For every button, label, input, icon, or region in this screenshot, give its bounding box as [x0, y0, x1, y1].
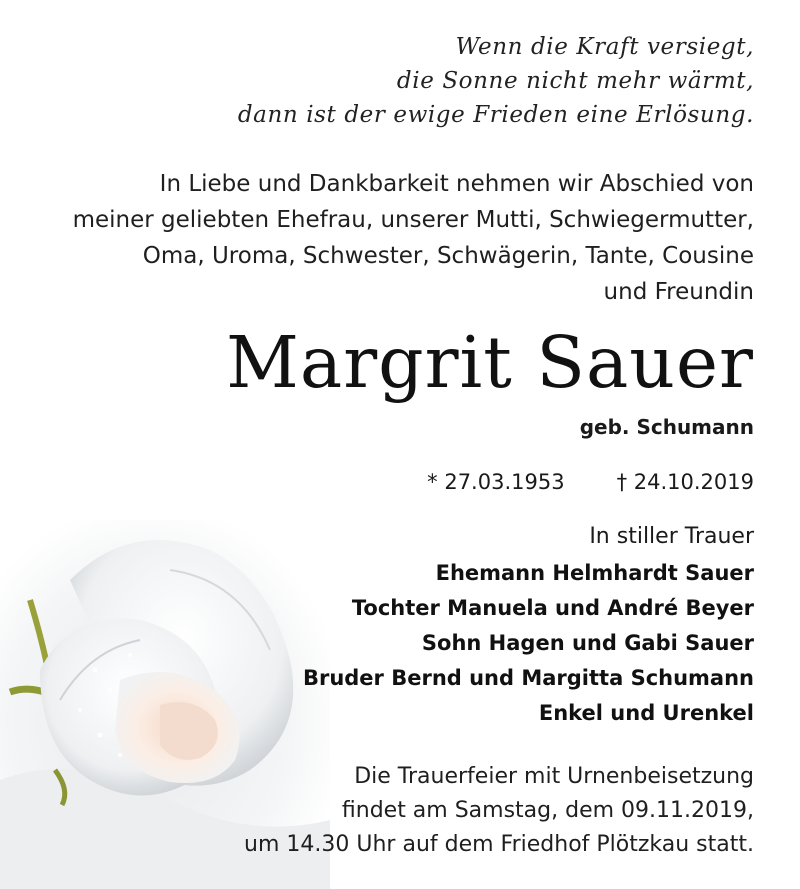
death-date: † 24.10.2019	[616, 470, 754, 494]
family-member: Sohn Hagen und Gabi Sauer	[421, 631, 754, 655]
mourning-label: In stiller Trauer	[589, 524, 754, 549]
intro-line: und Freundin	[603, 279, 754, 305]
service-line: Die Trauerfeier mit Urnenbeisetzung	[354, 764, 754, 789]
maiden-name: geb. Schumann	[579, 415, 754, 439]
family-member: Tochter Manuela und André Beyer	[351, 596, 754, 620]
intro-line: In Liebe und Dankbarkeit nehmen wir Abschied von	[159, 171, 754, 197]
poem-line: Wenn die Kraft versiegt,	[455, 34, 754, 60]
service-line: um 14.30 Uhr auf dem Friedhof Plötzkau statt.	[244, 832, 754, 857]
intro-line: Oma, Uroma, Schwester, Schwägerin, Tante, Cousine	[142, 243, 754, 269]
poem-line: dann ist der ewige Frieden eine Erlösung.	[237, 102, 754, 128]
family-member: Ehemann Helmhardt Sauer	[435, 561, 754, 585]
poem	[238, 30, 754, 132]
service-line: findet am Samstag, dem 09.11.2019,	[341, 798, 754, 823]
life-dates	[427, 466, 754, 498]
service-info	[244, 760, 754, 862]
poem-line: die Sonne nicht mehr wärmt,	[396, 68, 754, 94]
family-member: Bruder Bernd und Margitta Schumann	[302, 666, 754, 690]
family-member: Enkel und Urenkel	[538, 701, 754, 725]
birth-date: * 27.03.1953	[427, 470, 565, 494]
deceased-name: Margrit Sauer	[226, 321, 754, 404]
family-list	[303, 556, 754, 731]
intro-text	[73, 166, 754, 310]
intro-line: meiner geliebten Ehefrau, unserer Mutti, Schwiegermutter,	[72, 207, 754, 233]
